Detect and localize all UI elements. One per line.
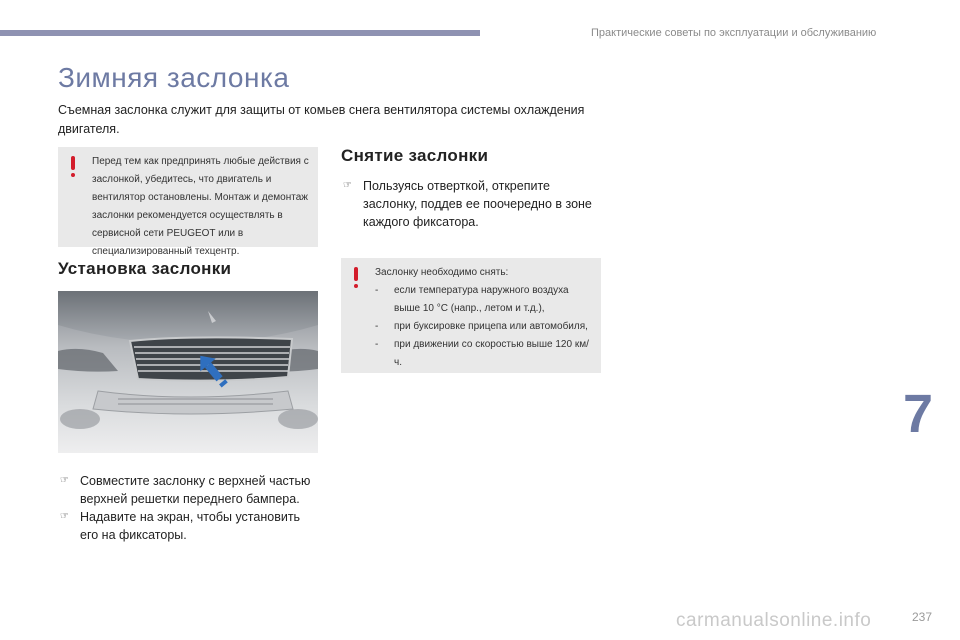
header-accent-bar xyxy=(0,30,480,36)
step-text: Совместите заслонку с верхней частью верхней решетки переднего бампера. xyxy=(80,474,311,506)
warning-note-intro: Заслонку необходимо снять: xyxy=(375,267,509,278)
warning-note-remove-conditions xyxy=(341,258,601,373)
dash-bullet: - xyxy=(375,285,379,296)
pointing-hand-icon: ☞ xyxy=(60,511,69,522)
chapter-number: 7 xyxy=(903,384,934,444)
intro-paragraph: Съемная заслонка служит для защиты от комьев снега вентилятора системы охлаждения двигателя. xyxy=(58,103,585,136)
pointing-hand-icon: ☞ xyxy=(343,180,352,191)
list-item-text: при движении со скоростью выше 120 км/ч. xyxy=(394,339,589,368)
list-item xyxy=(375,336,593,372)
dash-bullet: - xyxy=(375,321,379,332)
page-number: 237 xyxy=(912,610,933,624)
list-item xyxy=(375,282,593,318)
list-item xyxy=(58,508,318,544)
section-title-removal: Снятие заслонки xyxy=(341,146,489,165)
dash-bullet: - xyxy=(375,339,379,350)
list-item xyxy=(58,472,318,508)
chapter-title: Практические советы по эксплуатации и обслуживанию xyxy=(591,27,877,39)
step-text: Пользуясь отверткой, открепите заслонку, поддев ее поочередно в зоне каждого фиксатора. xyxy=(363,179,592,229)
warning-note-list xyxy=(375,282,593,372)
warning-note-safety xyxy=(58,147,318,257)
step-text: Надавите на экран, чтобы установить его на фиксаторы. xyxy=(80,510,301,542)
car-front-grille-illustration xyxy=(58,291,318,453)
list-item xyxy=(341,177,601,231)
watermark: carmanualsonline.info xyxy=(676,610,872,631)
section-title-installation: Установка заслонки xyxy=(58,259,232,278)
removal-steps xyxy=(341,177,601,231)
page-title: Зимняя заслонка xyxy=(58,62,290,93)
pointing-hand-icon: ☞ xyxy=(60,475,69,486)
list-item-text: при буксировке прицепа или автомобиля, xyxy=(394,321,588,332)
exclamation-icon xyxy=(354,267,358,287)
warning-note-text: Перед тем как предпринять любые действия с заслонкой, убедитесь, что двигатель и вентилятор остановлены. Монтаж и демонтаж заслонки рекомендуется осуществлять в сервисной сети PEUGEOT или в специализированный техцентр. xyxy=(92,156,309,257)
list-item xyxy=(375,318,593,336)
installation-steps xyxy=(58,472,318,544)
list-item-text: если температура наружного воздуха выше 10 °C (напр., летом и т.д.), xyxy=(394,285,569,314)
exclamation-icon xyxy=(71,156,75,176)
